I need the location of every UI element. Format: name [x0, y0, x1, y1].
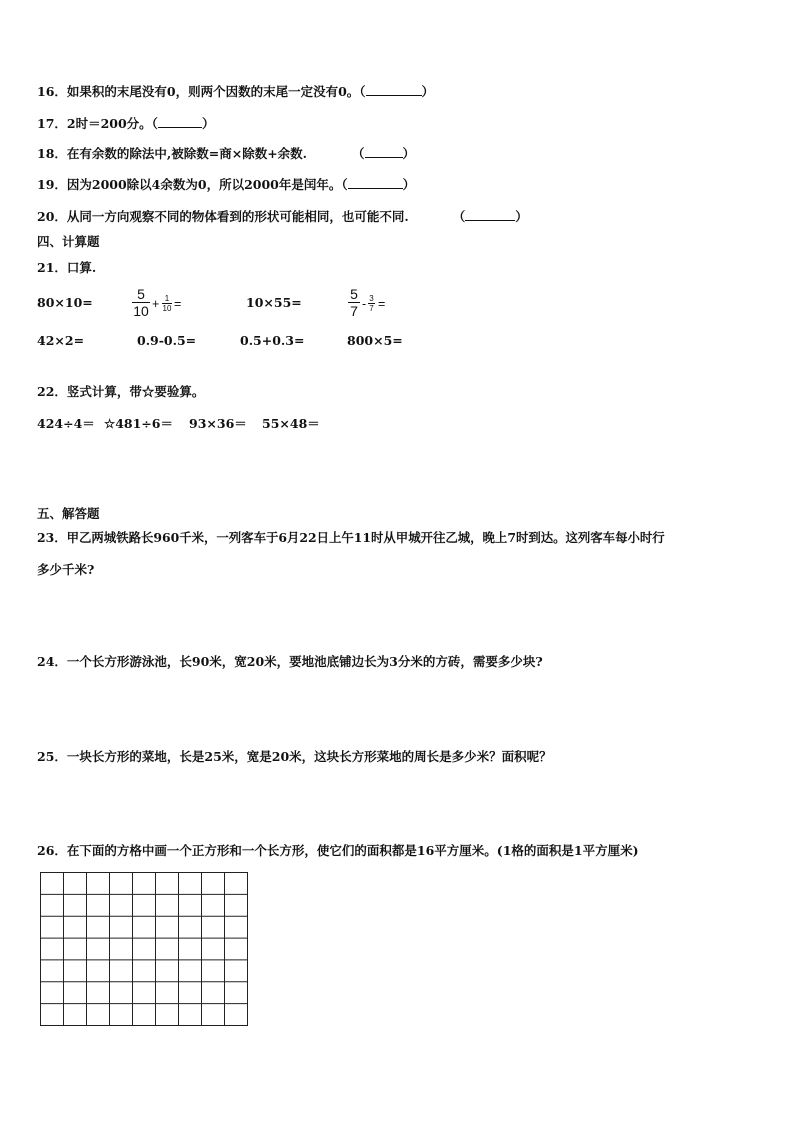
question-20-open: （	[452, 209, 466, 224]
fraction-5-7	[348, 286, 360, 319]
question-20-text: 20．从同一方向观察不同的物体看到的形状可能相同，也可能不同.	[37, 209, 409, 224]
fraction-denominator: 10	[162, 304, 172, 313]
calc-item: 0.5+0.3=	[240, 333, 305, 348]
answer-blank[interactable]	[365, 145, 403, 158]
calc-item: ☆481÷6＝	[104, 416, 173, 431]
fraction-denominator: 10	[133, 303, 149, 319]
question-19-text: 19．因为2000除以4余数为0，所以2000年是闰年。（	[37, 177, 348, 192]
question-26: 26．在下面的方格中画一个正方形和一个长方形，使它们的面积都是16平方厘米。(1格的面积是1平方厘米)	[37, 843, 639, 858]
calc-item: 80×10=	[37, 295, 93, 310]
calc-item: 10×55=	[246, 295, 302, 310]
question-16-close: ）	[421, 84, 435, 99]
question-18	[37, 145, 415, 162]
answer-blank[interactable]	[465, 208, 515, 221]
fraction-numerator: 5	[350, 286, 358, 302]
question-16	[37, 83, 434, 100]
minus-sign: -	[362, 297, 367, 311]
equals-sign: =	[378, 297, 386, 311]
question-18-text: 18．在有余数的除法中,被除数=商×除数+余数.	[37, 146, 308, 161]
question-17	[37, 115, 214, 132]
question-22-label: 22．竖式计算，带☆要验算。	[37, 384, 205, 399]
question-19-close: ）	[402, 177, 416, 192]
calc-item: 55×48＝	[262, 416, 320, 431]
question-17-text: 17．2时＝200分。（	[37, 116, 158, 131]
question-18-open: （	[352, 146, 365, 161]
calc-item: 800×5=	[347, 333, 403, 348]
fraction-1-10	[162, 294, 172, 313]
fraction-numerator: 1	[164, 294, 170, 303]
plus-sign: +	[152, 297, 160, 311]
question-21-label: 21．口算.	[37, 260, 97, 275]
fraction-denominator: 7	[369, 304, 374, 313]
question-20-close: ）	[515, 209, 528, 224]
fraction-3-7	[368, 294, 375, 313]
question-20	[37, 208, 528, 225]
fraction-numerator: 5	[137, 286, 145, 302]
answer-blank[interactable]	[366, 83, 422, 96]
answer-blank[interactable]	[348, 176, 403, 189]
fraction-denominator: 7	[350, 303, 358, 319]
calc-item: 42×2=	[37, 333, 85, 348]
section-4-title: 四、计算题	[37, 234, 100, 249]
question-17-close: ）	[201, 116, 215, 131]
calc-item: 424÷4＝	[37, 416, 95, 431]
question-25: 25．一块长方形的菜地，长是25米，宽是20米，这块长方形菜地的周长是多少米？面积呢？	[37, 749, 552, 764]
question-16-text: 16．如果积的末尾没有0，则两个因数的末尾一定没有0。（	[37, 84, 366, 99]
section-5-title: 五、解答题	[37, 506, 100, 521]
calc-item: 93×36＝	[189, 416, 247, 431]
fraction-numerator: 3	[369, 294, 374, 303]
answer-blank[interactable]	[158, 115, 202, 128]
question-19	[37, 176, 415, 193]
square-grid[interactable]	[40, 872, 248, 1026]
fraction-5-10	[132, 286, 150, 319]
calc-item: 0.9-0.5=	[137, 333, 197, 348]
question-23-line1: 23．甲乙两城铁路长960千米，一列客车于6月22日上午11时从甲城开往乙城，晚上7时到达。这列客车每小时行	[37, 530, 665, 545]
question-24: 24．一个长方形游泳池，长90米，宽20米，要地池底铺边长为3分米的方砖，需要多少块?	[37, 654, 543, 669]
question-18-close: ）	[402, 146, 416, 161]
equals-sign: =	[174, 297, 182, 311]
question-23-line2: 多少千米?	[37, 562, 95, 577]
